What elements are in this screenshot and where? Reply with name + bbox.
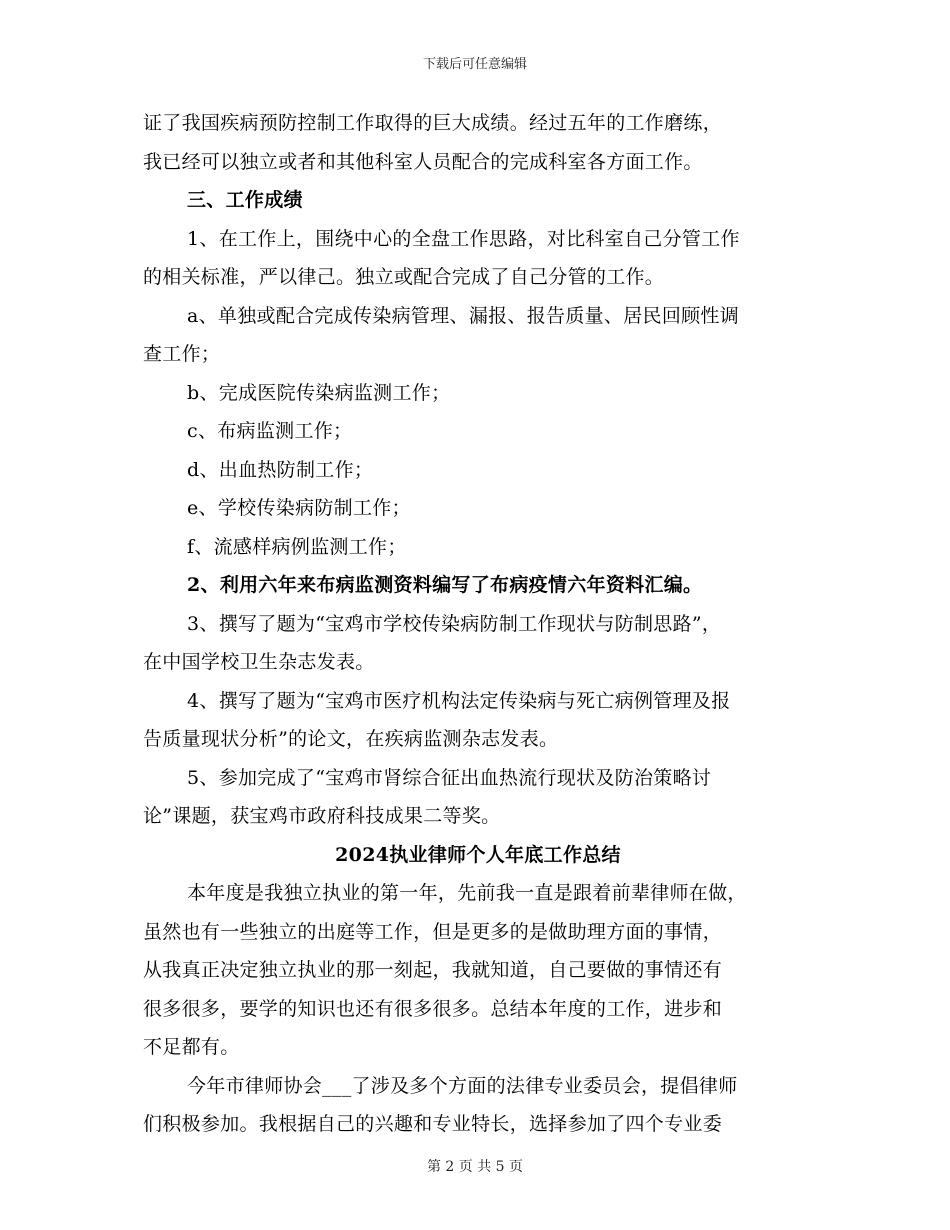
paragraph-line: 证了我国疾病预防控制工作取得的巨大成绩。经过五年的工作磨练， bbox=[143, 112, 723, 134]
paragraph-line: 3、撰写了题为“宝鸡市学校传染病防制工作现状与防制思路”， bbox=[187, 612, 722, 635]
bold-paragraph: 2、利用六年来布病监测资料编写了布病疫情六年资料汇编。 bbox=[187, 574, 703, 596]
list-item: b、完成医院传染病监测工作； bbox=[187, 381, 451, 404]
paragraph-line: 论”课题，获宝鸡市政府科技成果二等奖。 bbox=[143, 805, 501, 827]
paragraph-line: 我已经可以独立或者和其他科室人员配合的完成科室各方面工作。 bbox=[143, 150, 703, 173]
document-title: 2024执业律师个人年底工作总结 bbox=[335, 843, 621, 866]
list-item: f、流感样病例监测工作； bbox=[187, 535, 407, 558]
paragraph-line: 不足都有。 bbox=[143, 1036, 240, 1058]
page-footer: 第 2 页 共 5 页 bbox=[426, 1159, 524, 1175]
list-item: c、布病监测工作； bbox=[187, 420, 353, 442]
page-header: 下载后可任意编辑 bbox=[422, 57, 527, 72]
paragraph-line: 告质量现状分析”的论文，在疾病监测杂志发表。 bbox=[143, 728, 559, 750]
list-item: a、单独或配合完成传染病管理、漏报、报告质量、居民回顾性调 bbox=[187, 304, 740, 327]
paragraph-line: 4、撰写了题为“宝鸡市医疗机构法定传染病与死亡病例管理及报 bbox=[187, 689, 731, 712]
paragraph-line: 们积极参加。我根据自己的兴趣和专业特长，选择参加了四个专业委 bbox=[143, 1113, 723, 1135]
paragraph-line: 从我真正决定独立执业的那一刻起，我就知道，自己要做的事情还有 bbox=[143, 959, 723, 981]
paragraph-line: 5、参加完成了“宝鸡市肾综合征出血热流行现状及防治策略讨 bbox=[187, 766, 712, 789]
paragraph-line: 1、在工作上，围绕中心的全盘工作思路，对比科室自己分管工作 bbox=[187, 227, 740, 250]
section-heading: 三、工作成绩 bbox=[187, 189, 303, 211]
paragraph-line: 本年度是我独立执业的第一年，先前我一直是跟着前辈律师在做， bbox=[187, 882, 747, 904]
paragraph-line: 虽然也有一些独立的出庭等工作，但是更多的是做助理方面的事情， bbox=[143, 920, 723, 943]
list-item: e、学校传染病防制工作； bbox=[187, 497, 411, 519]
paragraph-line: 今年市律师协会___了涉及多个方面的法律专业委员会，提倡律师 bbox=[187, 1074, 738, 1097]
document-body bbox=[143, 104, 813, 1144]
list-item: d、出血热防制工作； bbox=[187, 458, 374, 481]
paragraph-line: 的相关标准，严以律己。独立或配合完成了自己分管的工作。 bbox=[143, 266, 665, 288]
paragraph-line: 在中国学校卫生杂志发表。 bbox=[143, 651, 375, 673]
list-item-continuation: 查工作； bbox=[143, 343, 221, 365]
paragraph-line: 很多很多，要学的知识也还有很多很多。总结本年度的工作，进步和 bbox=[143, 997, 723, 1020]
